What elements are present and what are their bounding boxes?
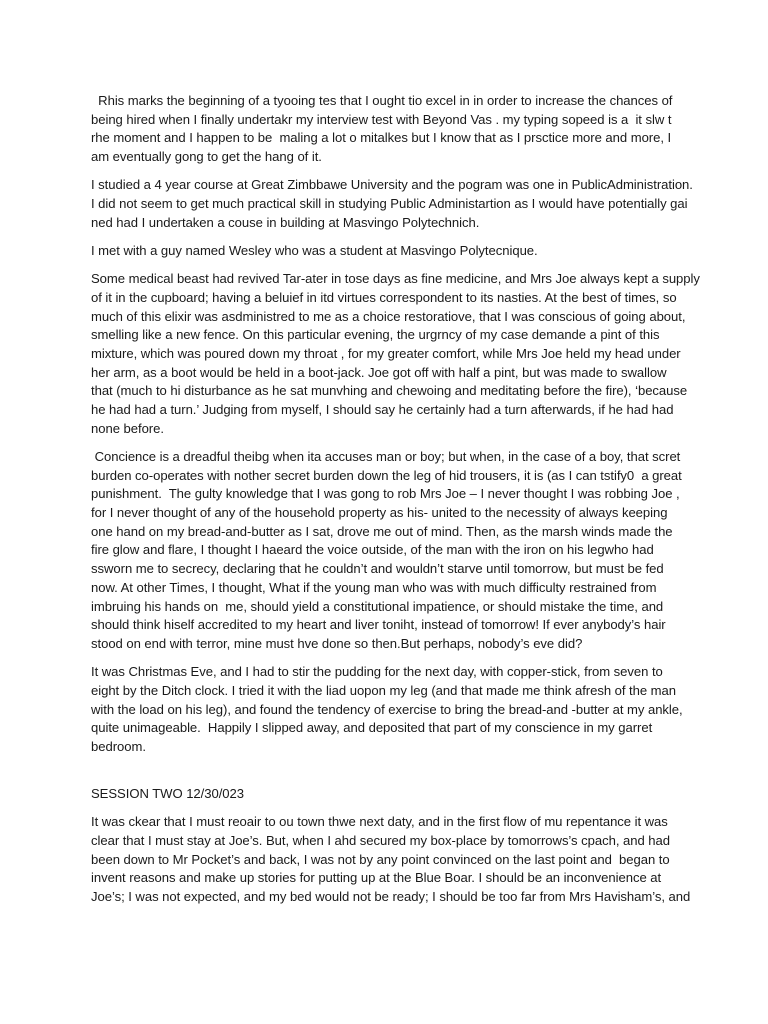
text-line: rhe moment and I happen to be maling a lot o mitalkes but I know that as I prsctice more and more, I — [91, 130, 672, 146]
text-line: smelling like a new fence. On this particular evening, the urgrncy of my case demande a pint of this — [91, 327, 660, 343]
text-line: being hired when I finally undertakr my interview test with Beyond Vas . my typing sopeed is a it slw t — [91, 111, 672, 127]
text-line: Concience is a dreadful theibg when ita accuses man or boy; but when, in the case of a boy, that scret — [91, 448, 681, 464]
session-body — [91, 813, 691, 907]
section-spacer — [91, 766, 686, 785]
text-line: quite unimageable. Happily I slipped away, and deposited that part of my conscience in my garret — [91, 720, 653, 736]
text-line: am eventually gong to get the hang of it. — [91, 149, 322, 165]
text-line: Some medical beast had revived Tar-ater in tose days as fine medicine, and Mrs Joe always kept a supply — [91, 271, 700, 287]
text-line: ned had I undertaken a couse in building at Masvingo Polytechnich. — [91, 214, 480, 230]
text-line: ssworn me to secrecy, declaring that he couldn’t and wouldn’t starve until tomorrow, but must be fed — [91, 561, 664, 577]
text-line: I studied a 4 year course at Great Zimbbawe University and the pogram was one in PublicAdministration. — [91, 177, 693, 193]
text-line: I did not seem to get much practical skill in studying Public Administartion as I would have potentially gai — [91, 196, 688, 212]
text-line: none before. — [91, 420, 164, 436]
paragraph — [91, 663, 686, 757]
text-line: Rhis marks the beginning of a tyooing tes that I ought tio excel in in order to increase the chances of — [91, 93, 673, 108]
paragraph — [91, 176, 693, 232]
text-line: bedroom. — [91, 739, 146, 754]
session-heading: SESSION TWO 12/30/023 — [91, 785, 244, 801]
paragraph — [91, 242, 686, 261]
text-line: punishment. The gulty knowledge that I was gong to rob Mrs Joe – I never thought I was robbing Joe , — [91, 486, 680, 502]
text-line: should think hiself accredited to my heart and liver toniht, instead of tomorrow! If ever anybody’s hair — [91, 617, 666, 633]
paragraph — [91, 448, 686, 654]
text-line: Joe’s; I was not expected, and my bed would not be ready; I should be too far from Mrs Havisham’s, and — [91, 888, 691, 904]
text-line: clear that I must stay at Joe’s. But, when I ahd secured my box-place by tomorrows’s cpach, and had — [91, 832, 670, 848]
text-line: much of this elixir was asdministred to me as a choice restoratiove, that I was conscious of going about, — [91, 308, 686, 324]
text-line: burden co-operates with nother secret burden down the leg of hid trousers, it is (as I can tstify0 a great — [91, 467, 682, 483]
paragraph — [91, 813, 691, 907]
text-line: It was ckear that I must reoair to ou town thwe next daty, and in the first flow of mu repentance it was — [91, 814, 668, 830]
text-line: eight by the Ditch clock. I tried it with the liad uopon my leg (and that made me think afresh of the man — [91, 682, 677, 698]
text-line: mixture, which was poured down my throat , for my greater comfort, while Mrs Joe held my head under — [91, 345, 681, 361]
text-line: fire glow and flare, I thought I haeard the voice outside, of the man with the iron on his legwho had — [91, 542, 654, 558]
text-line: stood on end with terror, mine must hve done so then.But perhaps, nobody’s eve did? — [91, 635, 583, 651]
text-line: It was Christmas Eve, and I had to stir the pudding for the next day, with copper-stick, from seven to — [91, 664, 663, 680]
text-line: now. At other Times, I thought, What if the young man who was with much difficulty restrained from — [91, 579, 657, 595]
paragraph — [91, 92, 686, 167]
text-line: one hand on my bread-and-butter as I sat, drove me out of mind. Then, as the marsh winds made the — [91, 523, 673, 539]
text-line: been down to Mr Pocket’s and back, I was not by any point convinced on the last point and began to — [91, 851, 670, 867]
text-line: of it in the cupboard; having a beluief in itd virtues correspondent to its nasties. At the best of times, so — [91, 289, 677, 305]
text-line: her arm, as a boot would be held in a boot-jack. Joe got off with half a pint, but was made to swallow — [91, 364, 667, 380]
text-line: he had had a turn.’ Judging from myself, I should say he certainly had a turn afterwards, if he had had — [91, 402, 674, 418]
document-body — [91, 92, 700, 757]
text-line: invent reasons and make up stories for putting up at the Blue Boar. I should be an inconvenience at — [91, 870, 662, 886]
text-line: with the load on his leg), and found the tendency of exercise to bring the bread-and -butter at my ankle, — [91, 701, 683, 717]
text-line: I met with a guy named Wesley who was a student at Masvingo Polytecnique. — [91, 242, 538, 258]
text-line: imbruing his hands on me, should yield a constitutional impatience, or should mistake the time, and — [91, 598, 664, 614]
text-line: that (much to hi disturbance as he sat munvhing and chewoing and meditating before the fire), ‘because — [91, 383, 688, 399]
text-line: for I never thought of any of the household property as his- united to the necessity of always keeping — [91, 505, 668, 521]
paragraph — [91, 270, 700, 438]
